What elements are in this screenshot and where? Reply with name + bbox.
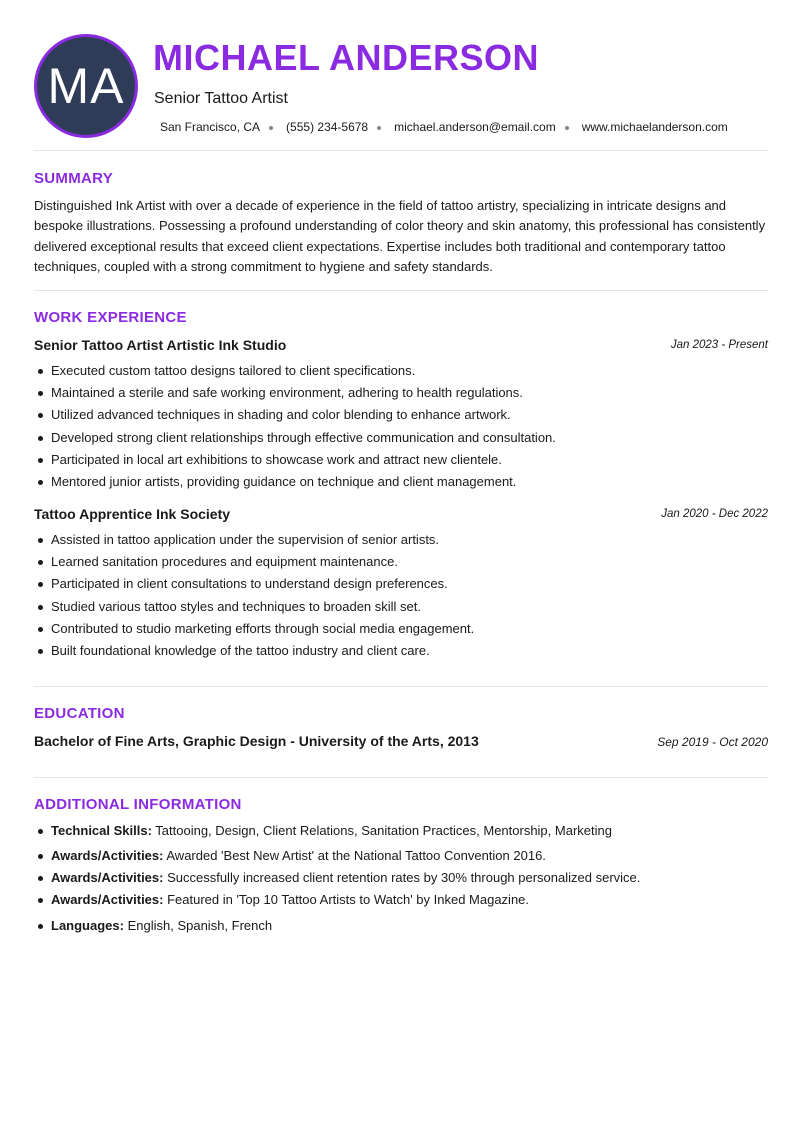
contact-phone: (555) 234-5678 xyxy=(286,120,369,134)
item-value: Successfully increased client retention rates by 30% through personalized service. xyxy=(163,870,641,885)
list-item: Participated in client consultations to understand design preferences. xyxy=(34,575,768,597)
candidate-name: MICHAEL ANDERSON xyxy=(153,37,540,78)
job-title: Senior Tattoo Artist Artistic Ink Studio xyxy=(34,337,287,353)
list-item: Built foundational knowledge of the tattoo industry and client care. xyxy=(34,642,768,664)
list-item: Participated in local art exhibitions to showcase work and attract new clientele. xyxy=(34,451,768,473)
education-degree: Bachelor of Fine Arts, Graphic Design - University of the Arts, 2013 xyxy=(34,733,479,749)
education-entry xyxy=(34,733,768,753)
contact-location: San Francisco, CA xyxy=(160,120,261,134)
item-label: Awards/Activities: xyxy=(51,848,164,863)
job-bullets xyxy=(34,531,768,664)
additional-heading: ADDITIONAL INFORMATION xyxy=(34,796,242,813)
list-item xyxy=(34,891,768,909)
list-item: Learned sanitation procedures and equipment maintenance. xyxy=(34,553,768,575)
contact-email[interactable]: michael.anderson@email.com xyxy=(394,120,556,134)
divider xyxy=(34,290,768,291)
summary-heading: SUMMARY xyxy=(34,170,114,187)
contact-line xyxy=(160,120,728,134)
avatar xyxy=(34,34,138,138)
list-item: Contributed to studio marketing efforts through social media engagement. xyxy=(34,620,768,642)
job-header xyxy=(34,337,768,357)
additional-list xyxy=(34,822,768,935)
list-item: Mentored junior artists, providing guidance on technique and client management. xyxy=(34,473,768,495)
separator-dot xyxy=(377,126,381,130)
item-label: Awards/Activities: xyxy=(51,870,164,885)
list-item: Studied various tattoo styles and techniques to broaden skill set. xyxy=(34,598,768,620)
job-bullets xyxy=(34,362,768,495)
divider xyxy=(34,150,768,151)
list-item xyxy=(34,847,768,865)
job-dates: Jan 2020 - Dec 2022 xyxy=(661,508,768,520)
candidate-title: Senior Tattoo Artist xyxy=(154,90,288,107)
separator-dot xyxy=(269,126,273,130)
item-label: Languages: xyxy=(51,918,124,933)
list-item xyxy=(34,822,768,840)
job-header xyxy=(34,506,768,526)
education-heading: EDUCATION xyxy=(34,705,125,722)
list-item xyxy=(34,917,768,935)
job-dates: Jan 2023 - Present xyxy=(670,339,768,351)
resume-header xyxy=(34,34,768,138)
experience-heading: WORK EXPERIENCE xyxy=(34,309,187,326)
contact-website[interactable]: www.michaelanderson.com xyxy=(581,120,728,134)
avatar-initials: MA xyxy=(47,58,125,114)
education-dates: Sep 2019 - Oct 2020 xyxy=(657,735,768,749)
item-label: Awards/Activities: xyxy=(51,892,164,907)
list-item: Utilized advanced techniques in shading and color blending to enhance artwork. xyxy=(34,406,768,428)
summary-text: Distinguished Ink Artist with over a decade of experience in the field of tattoo artistry, specializing in intricate designs and bespoke illustrations. Possessing a profound understanding of color theory and skin anatomy, this professional has consistently delivered exceptional results that exceed client expectations. Expertise includes both traditional and contemporary tattoo techniques, coupled with a strong commitment to hygiene and safety standards. xyxy=(34,198,766,274)
item-value: Awarded 'Best New Artist' at the National Tattoo Convention 2016. xyxy=(163,848,546,863)
divider xyxy=(34,686,768,687)
list-item: Executed custom tattoo designs tailored to client specifications. xyxy=(34,362,768,384)
item-value: Featured in 'Top 10 Tattoo Artists to Watch' by Inked Magazine. xyxy=(163,892,530,907)
job-title: Tattoo Apprentice Ink Society xyxy=(34,506,231,522)
item-label: Technical Skills: xyxy=(51,823,152,838)
list-item: Assisted in tattoo application under the supervision of senior artists. xyxy=(34,531,768,553)
list-item: Developed strong client relationships through effective communication and consultation. xyxy=(34,429,768,451)
divider xyxy=(34,777,768,778)
list-item xyxy=(34,869,768,887)
list-item: Maintained a sterile and safe working environment, adhering to health regulations. xyxy=(34,384,768,406)
item-value: Tattooing, Design, Client Relations, Sanitation Practices, Mentorship, Marketing xyxy=(151,823,612,838)
separator-dot xyxy=(565,126,569,130)
item-value: English, Spanish, French xyxy=(123,918,273,933)
